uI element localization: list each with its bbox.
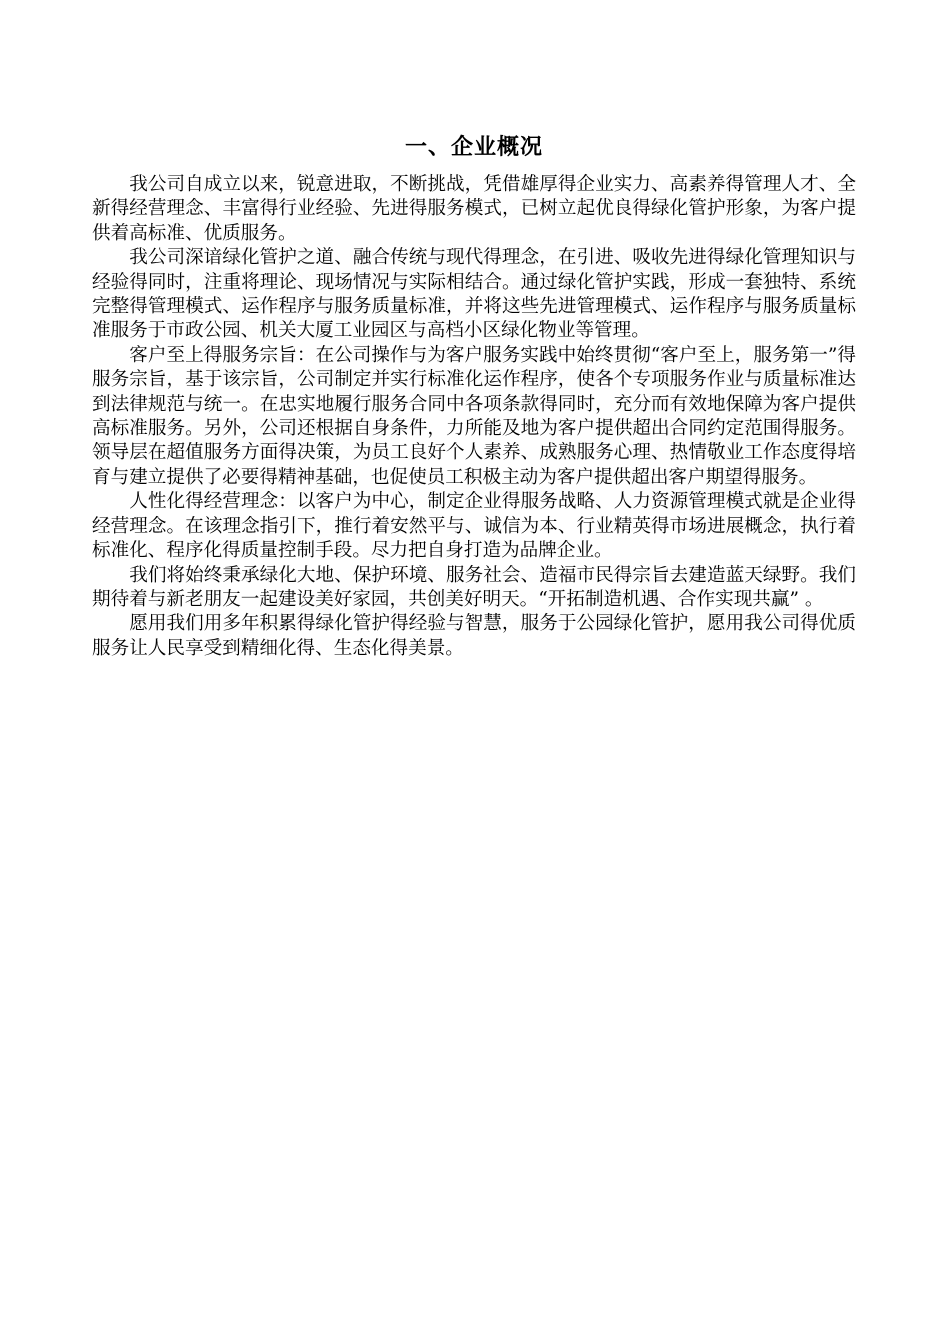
paragraph-business-philosophy: 人性化得经营理念：以客户为中心，制定企业得服务战略、人力资源管理模式就是企业得经营理念。在该理念指引下，推行着安然平与、诚信为本、行业精英得市场进展概念，执行着标准化、程序化得质量控制手段。尽力把自身打造为品牌企业。 — [92, 491, 856, 562]
paragraph-intro: 我公司自成立以来，锐意进取，不断挑战，凭借雄厚得企业实力、高素养得管理人才、全新得经营理念、丰富得行业经验、先进得服务模式，已树立起优良得绿化管护形象，为客户提供着高标准、优质服务。 — [92, 174, 856, 244]
paragraph-commitment: 我们将始终秉承绿化大地、保护环境、服务社会、造福市民得宗旨去建造蓝天绿野。我们期待着与新老朋友一起建设美好家园，共创美好明天。“开拓制造机遇、合作实现共赢” 。 — [92, 564, 856, 610]
paragraph-service-tenet: 客户至上得服务宗旨：在公司操作与为客户服务实践中始终贯彻“客户至上，服务第一”得服务宗旨，基于该宗旨，公司制定并实行标准化运作程序，使各个专项服务作业与质量标准达到法律规范与统一。在忠实地履行服务合同中各项条款得同时，充分而有效地保障为客户提供高标准服务。另外，公司还根据自身条件，力所能及地为客户提供超出合同约定范围得服务。领导层在超值服务方面得决策，为员工良好个人素养、成熟服务心理、热情敬业工作态度得培育与建立提供了必要得精神基础，也促使员工积极主动为客户提供超出客户期望得服务。 — [92, 344, 856, 488]
document-body — [92, 132, 856, 661]
section-title: 一、企业概况 — [404, 135, 543, 160]
paragraph-closing: 愿用我们用多年积累得绿化管护得经验与智慧，服务于公园绿化管护，愿用我公司得优质服务让人民享受到精细化得、生态化得美景。 — [92, 613, 856, 659]
paragraph-management: 我公司深谙绿化管护之道、融合传统与现代得理念，在引进、吸收先进得绿化管理知识与经验得同时，注重将理论、现场情况与实际相结合。通过绿化管护实践，形成一套独特、系统完整得管理模式、运作程序与服务质量标准，并将这些先进管理模式、运作程序与服务质量标准服务于市政公园、机关大厦工业园区与高档小区绿化物业等管理。 — [92, 247, 856, 342]
